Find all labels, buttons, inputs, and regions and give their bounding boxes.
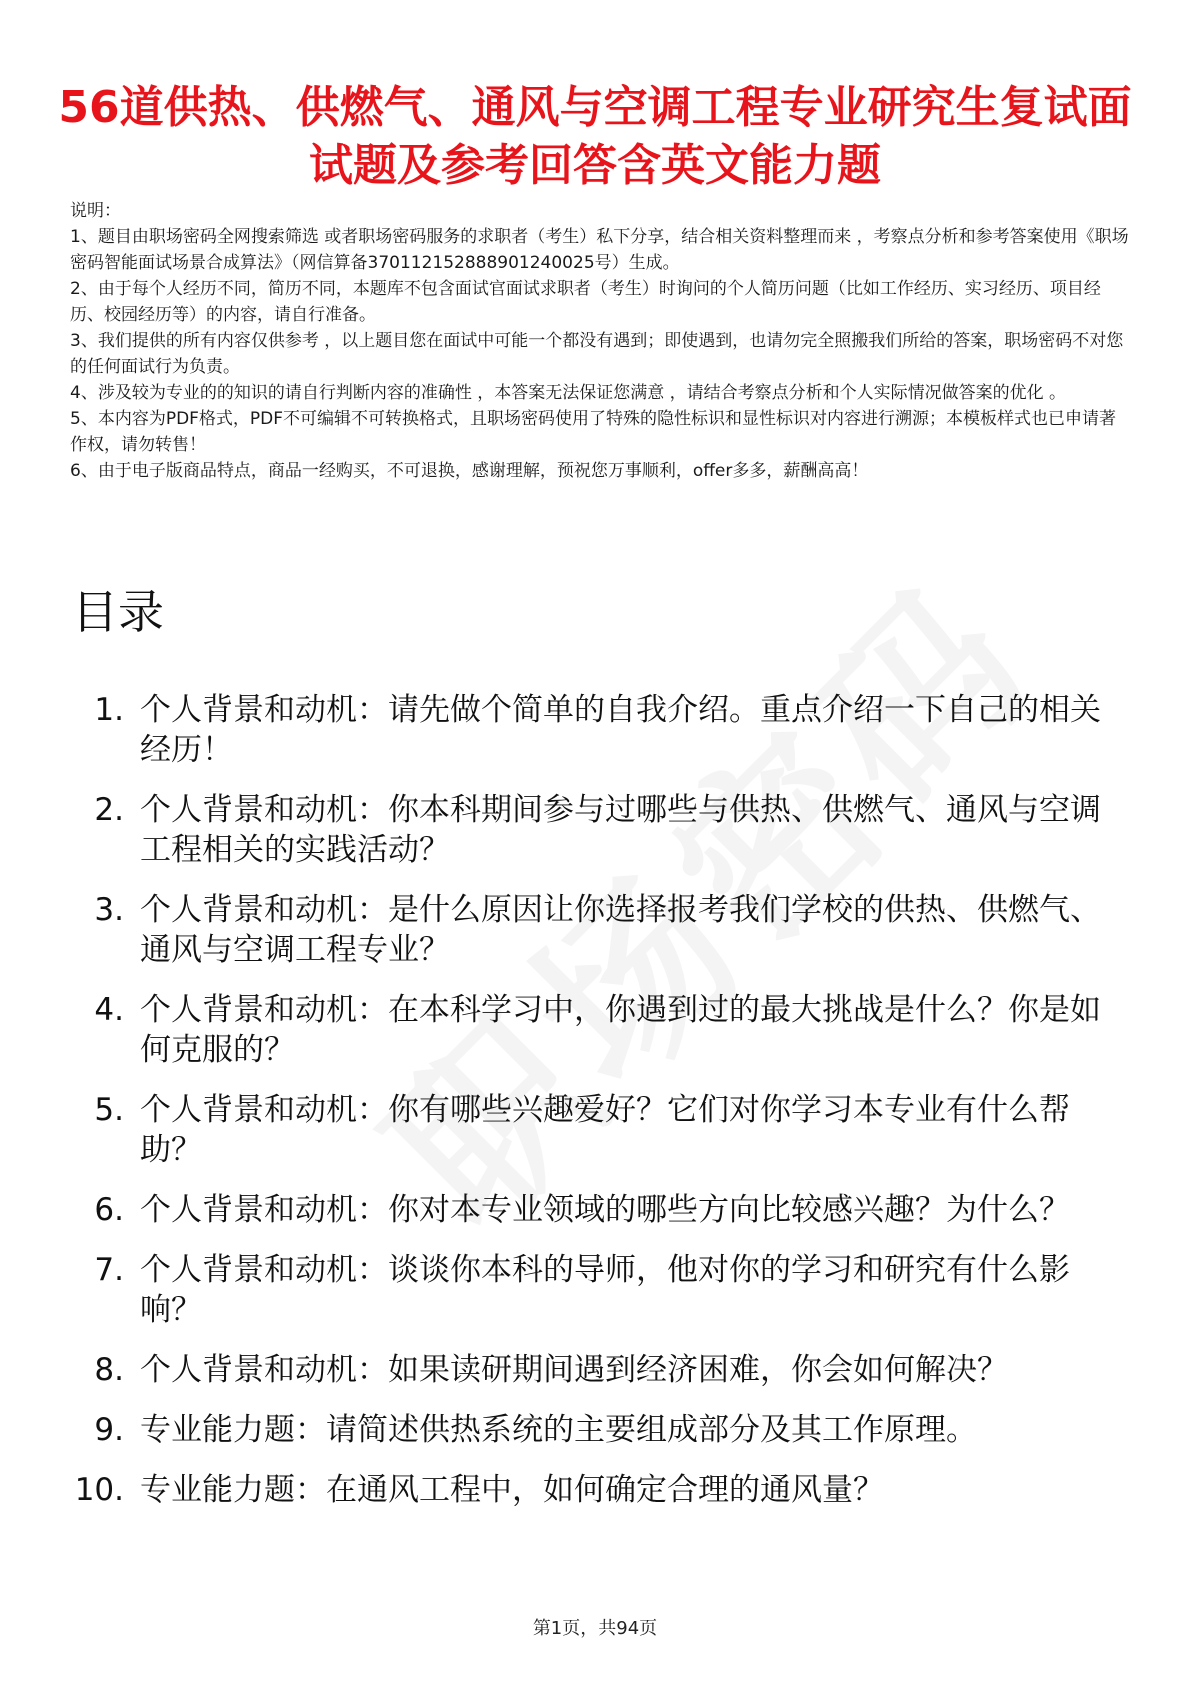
- toc-item-number: 10.: [74, 1472, 124, 1508]
- toc-item[interactable]: [60, 1090, 1120, 1170]
- toc-item[interactable]: [60, 890, 1120, 970]
- note-item: 4、涉及较为专业的的知识的请自行判断内容的准确性 ，本答案无法保证您满意 ，请结合考察点分析和个人实际情况做答案的优化 。: [70, 383, 1067, 403]
- toc-item-text: 个人背景和动机：在本科学习中，你遇到过的最大挑战是什么？你是如何克服的？: [140, 992, 1101, 1068]
- toc-item-text: 个人背景和动机：是什么原因让你选择报考我们学校的供热、供燃气、通风与空调工程专业？: [140, 892, 1101, 968]
- toc-item[interactable]: [60, 690, 1120, 770]
- toc-item-number: 7.: [94, 1252, 124, 1288]
- toc-item-text: 个人背景和动机：你有哪些兴趣爱好？它们对你学习本专业有什么帮助？: [140, 1092, 1070, 1168]
- toc-item-text: 个人背景和动机：你本科期间参与过哪些与供热、供燃气、通风与空调工程相关的实践活动？: [140, 792, 1101, 868]
- note-item: 3、我们提供的所有内容仅供参考 ，以上题目您在面试中可能一个都没有遇到；即使遇到，也请勿完全照搬我们所给的答案，职场密码不对您的任何面试行为负责。: [70, 331, 1124, 377]
- toc-item-number: 5.: [94, 1092, 124, 1128]
- note-item: 2、由于每个人经历不同，简历不同，本题库不包含面试官面试求职者（考生）时询问的个人简历问题（比如工作经历、实习经历、项目经历、校园经历等）的内容，请自行准备。: [70, 279, 1101, 325]
- toc-item[interactable]: [60, 790, 1120, 870]
- toc-item-text: 个人背景和动机：你对本专业领域的哪些方向比较感兴趣？为什么？: [140, 1192, 1070, 1228]
- document-title: 56道供热、供燃气、通风与空调工程专业研究生复试面试题及参考回答含英文能力题: [58, 82, 1132, 192]
- toc-list: [60, 690, 1120, 1530]
- toc-item[interactable]: [60, 1250, 1120, 1330]
- toc-item-text: 专业能力题：在通风工程中，如何确定合理的通风量？: [140, 1472, 884, 1508]
- toc-item[interactable]: [60, 1350, 1120, 1390]
- toc-item[interactable]: [60, 1470, 1120, 1510]
- toc-item-number: 4.: [94, 992, 124, 1028]
- notes-label: 说明：: [70, 201, 121, 221]
- toc-item-text: 个人背景和动机：谈谈你本科的导师，他对你的学习和研究有什么影响？: [140, 1252, 1070, 1328]
- toc-heading: 目录: [72, 585, 164, 639]
- toc-item-number: 3.: [94, 892, 124, 928]
- toc-item-number: 2.: [94, 792, 124, 828]
- page-footer: 第1页，共94页: [532, 1618, 658, 1639]
- toc-item[interactable]: [60, 990, 1120, 1070]
- toc-item-text: 个人背景和动机：如果读研期间遇到经济困难，你会如何解决？: [140, 1352, 1008, 1388]
- note-item: 1、题目由职场密码全网搜索筛选 或者职场密码服务的求职者（考生）私下分享，结合相关资料整理而来 ，考察点分析和参考答案使用《职场密码智能面试场景合成算法》（网信算备370112152888901240025号）生成。: [70, 227, 1129, 273]
- notes-section: [70, 198, 1130, 484]
- toc-item-number: 8.: [94, 1352, 124, 1388]
- note-item: 5、本内容为PDF格式，PDF不可编辑不可转换格式，且职场密码使用了特殊的隐性标识和显性标识对内容进行溯源；本模板样式也已申请著作权，请勿转售！: [70, 409, 1117, 455]
- note-item: 6、由于电子版商品特点，商品一经购买，不可退换，感谢理解，预祝您万事顺利，offer多多，薪酬高高！: [70, 461, 869, 481]
- toc-item-text: 个人背景和动机：请先做个简单的自我介绍。重点介绍一下自己的相关经历！: [140, 692, 1101, 768]
- toc-item[interactable]: [60, 1410, 1120, 1450]
- toc-item-number: 1.: [94, 692, 124, 728]
- toc-item-text: 专业能力题：请简述供热系统的主要组成部分及其工作原理。: [140, 1412, 977, 1448]
- toc-item-number: 6.: [94, 1192, 124, 1228]
- toc-item[interactable]: [60, 1190, 1120, 1230]
- toc-item-number: 9.: [94, 1412, 124, 1448]
